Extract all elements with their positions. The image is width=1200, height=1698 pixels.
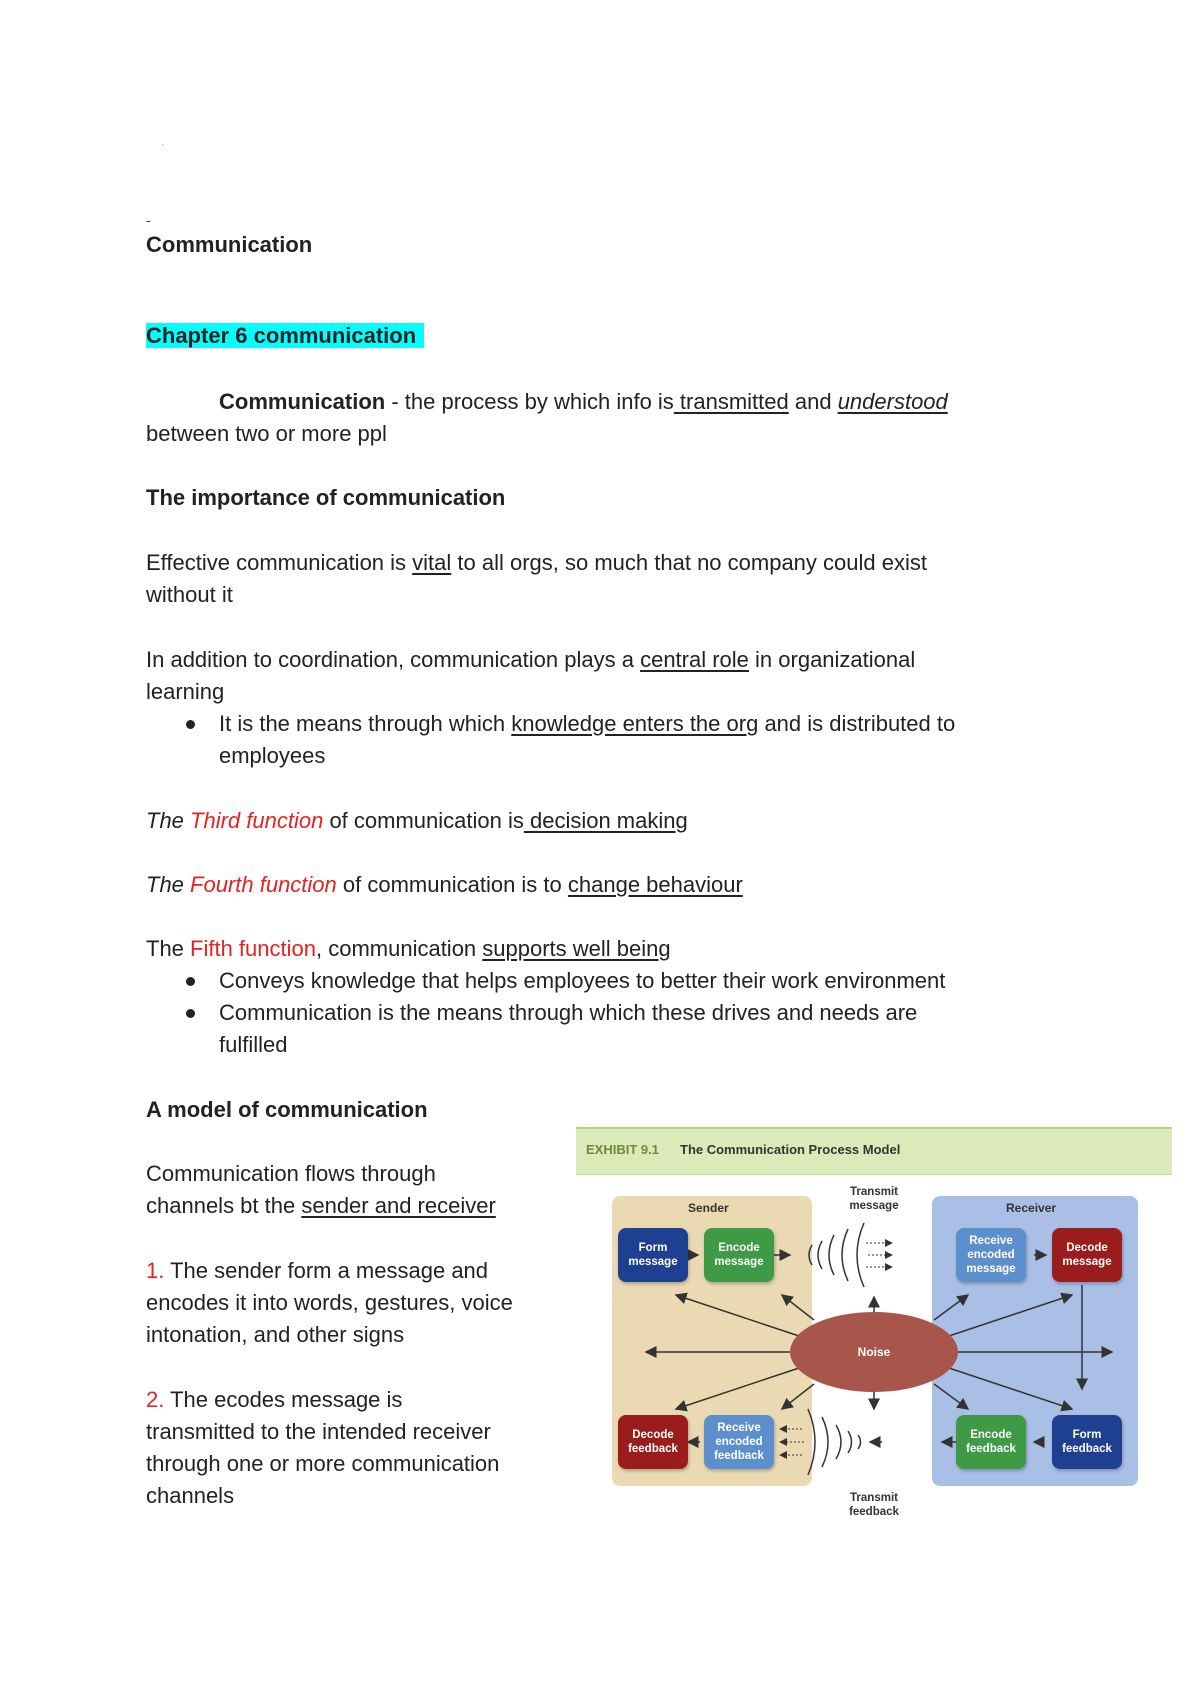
definition-term: Communication [219,389,386,414]
importance-heading: The importance of communication [146,485,506,510]
bullet-3-line-1: Communication is the means through which these drives and needs are [219,1000,918,1025]
bullet1-knowledge: knowledge enters the org [511,711,759,736]
definition-line-2: between two or more ppl [146,421,387,446]
third-decision-making: decision making [523,808,688,833]
exhibit-title: The Communication Process Model [680,1142,901,1157]
noise-ellipse: Noise [790,1312,958,1392]
step-1-line-3: intonation, and other signs [146,1322,405,1347]
paragraph-2-line-2: learning [146,679,225,704]
document-title: Communication [146,232,313,257]
paragraph-1-line-2: without it [146,582,233,607]
feedback-waves [808,1409,861,1475]
paragraph-2-line-1 [146,644,915,676]
third-mid: of communication is [323,808,524,833]
fourth-change-behaviour: change behaviour [567,872,743,897]
encode-message-box: Encode message [704,1228,774,1282]
step-2-line-1 [146,1384,402,1416]
step-2-line-4: channels [146,1483,235,1508]
definition-and: and [788,389,838,414]
receiver-label: Receiver [1006,1201,1057,1215]
step-2-text: The ecodes message is [164,1387,403,1412]
p2-central-role: central role [640,647,749,672]
fifth-mid: , communication [315,936,483,961]
bullet-icon [186,977,195,986]
bullet-2: Conveys knowledge that helps employees to better their work environment [219,968,946,993]
fourth-function-line [146,869,743,901]
chapter-heading [146,320,424,352]
bullet-3-line-2: fulfilled [219,1032,288,1057]
third-function-label: Third function [190,808,324,833]
chapter-heading-text: Chapter 6 communication [146,323,424,348]
receive-encoded-message-box: Receive encoded message [956,1228,1026,1282]
flow-line-2 [146,1190,496,1222]
bullet1-text-b: and is distributed to [758,711,956,736]
fourth-function-label: Fourth function [190,872,337,897]
definition-line-1 [219,386,948,418]
bullet-1-line-2: employees [219,743,326,768]
stray-mark: · [161,139,165,150]
communication-process-diagram [576,1127,1172,1521]
flow-sender-receiver: sender and receiver [301,1193,496,1218]
message-dotted-lines [866,1243,892,1267]
fifth-function-line [146,933,671,965]
third-the: The [146,808,191,833]
p1-text-a: Effective communication is [146,550,413,575]
fifth-well-being: supports well being [482,936,671,961]
model-heading: A model of communication [146,1097,428,1122]
bullet1-text-a: It is the means through which [219,711,512,736]
step-2-line-2: transmitted to the intended receiver [146,1419,491,1444]
step-2-line-3: through one or more communication [146,1451,500,1476]
step-1-line-1 [146,1255,488,1287]
transmit-message-label: Transmit message [849,1186,899,1212]
bullet-icon [186,720,195,729]
decode-feedback-box: Decode feedback [618,1415,688,1469]
definition-transmitted: transmitted [673,389,789,414]
transmit-feedback-label: Transmit feedback [849,1492,899,1518]
step-2-number: 2. [146,1387,165,1412]
p1-text-b: to all orgs, so much that no company could exist [451,550,927,575]
flow-line-1: Communication flows through [146,1161,436,1186]
flow-text: channels bt the [146,1193,302,1218]
bullet-icon [186,1009,195,1018]
fifth-function-label: Fifth function [190,936,316,961]
fourth-mid: of communication is to [336,872,568,897]
p2-text-b: in organizational [748,647,916,672]
encode-feedback-box: Encode feedback [956,1415,1026,1469]
definition-text: - the process by which info is [385,389,674,414]
step-1-line-2: encodes it into words, gestures, voice [146,1290,513,1315]
third-function-line [146,805,688,837]
exhibit-number: EXHIBIT 9.1 [586,1142,659,1157]
feedback-dotted-lines [780,1429,804,1455]
p2-text-a: In addition to coordination, communication plays a [146,647,641,672]
step-1-number: 1. [146,1258,165,1283]
step-1-text: The sender form a message and [164,1258,489,1283]
form-message-box: Form message [618,1228,688,1282]
fifth-the: The [146,936,191,961]
receive-encoded-feedback-box: Receive encoded feedback [704,1415,774,1469]
decode-message-box: Decode message [1052,1228,1122,1282]
paragraph-1-line-1 [146,547,927,579]
message-waves [809,1223,864,1287]
bullet-1-line-1 [219,708,955,740]
form-feedback-box: Form feedback [1052,1415,1122,1469]
fourth-the: The [146,872,191,897]
definition-understood: understood [837,389,948,414]
stray-dash: - [146,212,151,228]
p1-vital: vital [412,550,452,575]
sender-label: Sender [688,1201,729,1215]
